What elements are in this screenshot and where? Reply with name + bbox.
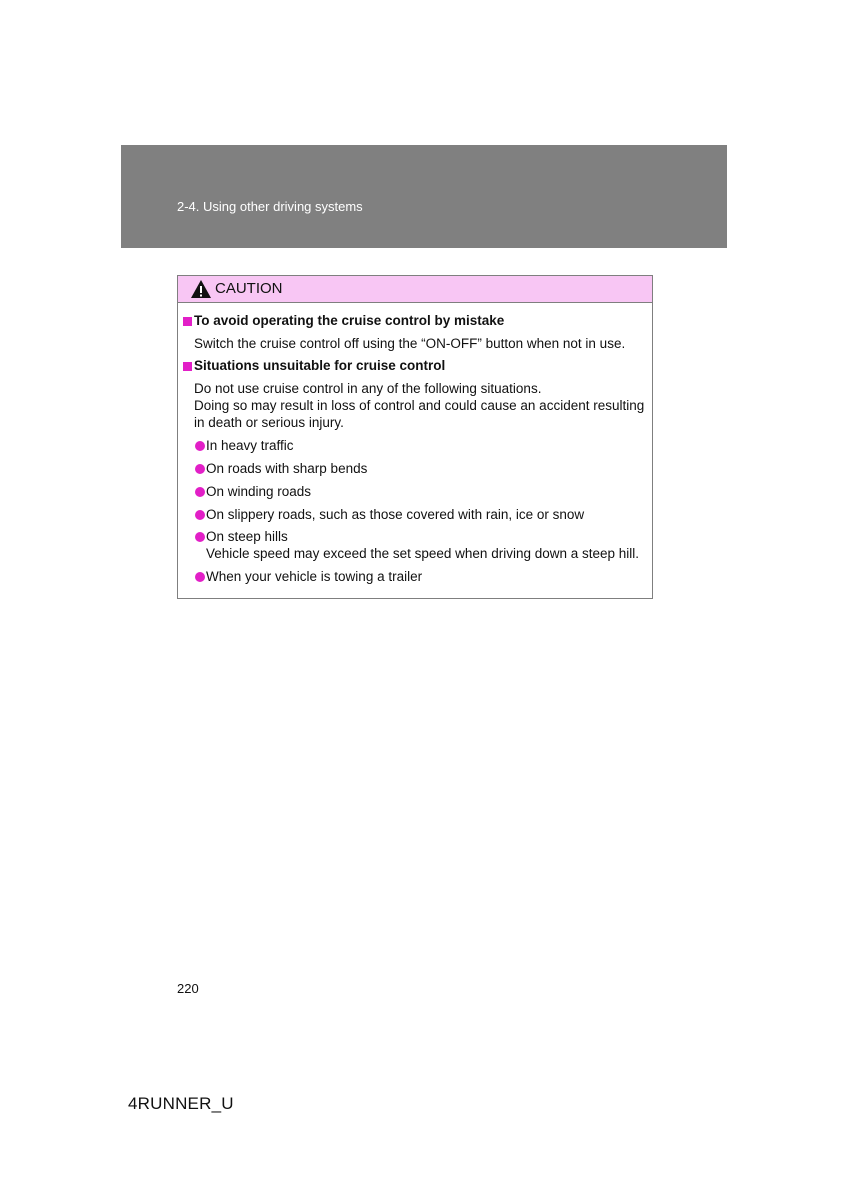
bullet-icon [195,532,205,542]
list-item: In heavy traffic [206,438,294,453]
list-item-note: Vehicle speed may exceed the set speed when driving down a steep hill. [206,546,640,561]
bullet-icon [195,441,205,451]
list-item: On roads with sharp bends [206,461,368,476]
bullet-icon [195,572,205,582]
section-text: in death or serious injury. [194,415,344,430]
section-marker-icon [183,317,192,326]
list-item: On slippery roads, such as those covered with rain, ice or snow [206,507,585,522]
section-heading: To avoid operating the cruise control by mistake [194,313,505,328]
bullet-icon [195,487,205,497]
bullet-icon [195,510,205,520]
section-heading: Situations unsuitable for cruise control [194,358,446,373]
section-header-band [121,145,727,248]
list-item: On winding roads [206,484,312,499]
bullet-icon [195,464,205,474]
page-number: 220 [177,981,199,996]
section-marker-icon [183,362,192,371]
caution-title: CAUTION [215,280,283,297]
model-code: 4RUNNER_U [128,1094,234,1113]
warning-triangle-icon [190,279,212,299]
section-text: Do not use cruise control in any of the following situations. [194,381,542,396]
list-item: When your vehicle is towing a trailer [206,569,423,584]
section-text: Doing so may result in loss of control and could cause an accident resulting [194,398,645,413]
section-text: Switch the cruise control off using the “ON-OFF” button when not in use. [194,336,626,351]
section-title: 2-4. Using other driving systems [177,199,363,214]
caution-box [177,275,653,599]
caution-header [178,276,652,303]
list-item: On steep hills [206,529,288,544]
